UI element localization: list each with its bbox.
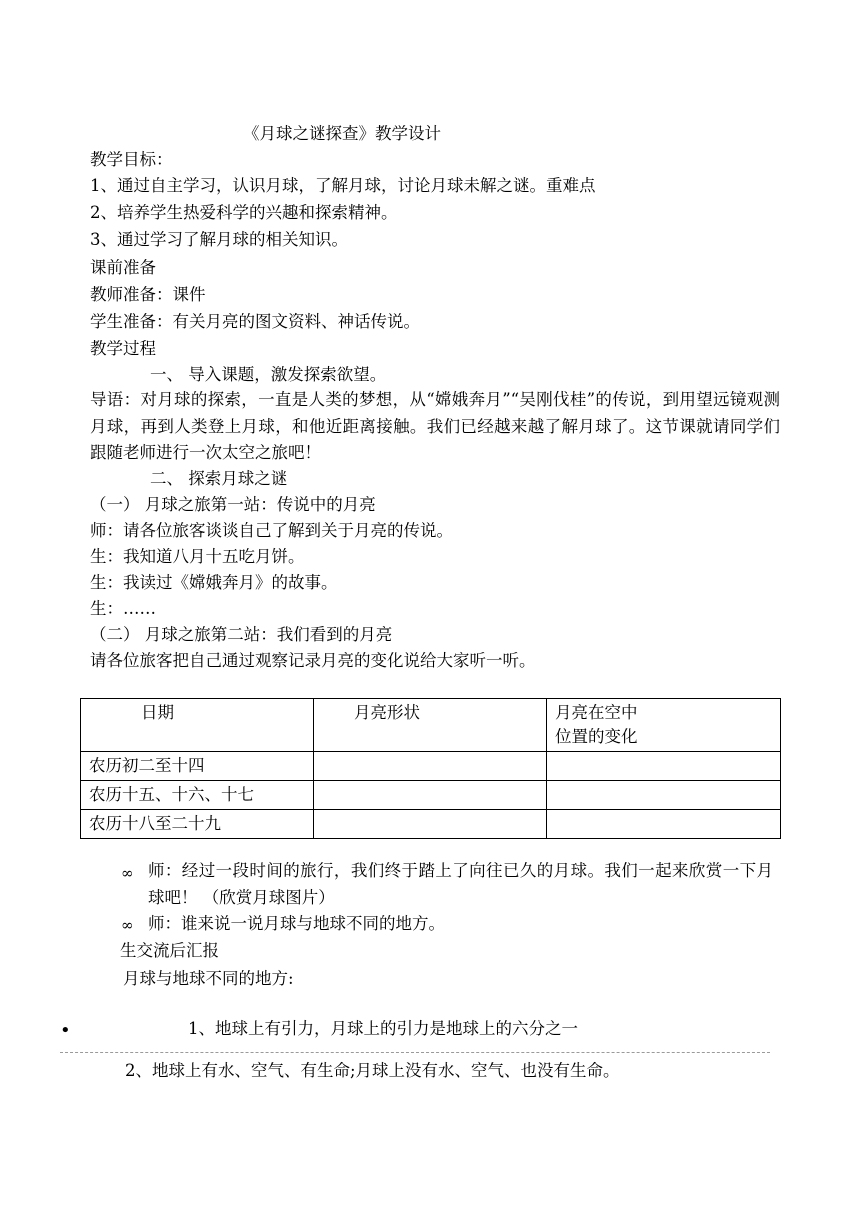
- goal-item: 2、培养学生热爱科学的兴趣和探索精神。: [90, 203, 398, 222]
- stop-two-heading: （二） 月球之旅第二站：我们看到的月亮: [90, 625, 393, 644]
- intro-paragraph: 导语：对月球的探索，一直是人类的梦想，从“嫦娥奔月”“吴刚伐桂”的传说，到用望远镜观测月球，再到人类登上月球，和他近距离接触。我们已经越来越了解月球了。这节课就请同学们跟随老师进行一次太空之旅吧！: [90, 390, 780, 462]
- dialog-line: 生：我知道八月十五吃月饼。: [90, 547, 305, 566]
- table-row: [81, 752, 781, 781]
- table-cell-position: [547, 781, 781, 810]
- goal-item: 3、通过学习了解月球的相关知识。: [90, 230, 348, 249]
- table-cell-position: [547, 752, 781, 781]
- dialog-line: 生：我读过《嫦娥奔月》的故事。: [90, 573, 338, 592]
- stop-two-instruction: 请各位旅客把自己通过观察记录月亮的变化说给大家听一听。: [90, 651, 536, 670]
- table-cell-shape: [314, 781, 547, 810]
- student-prep: 学生准备：有关月亮的图文资料、神话传说。: [90, 312, 420, 331]
- dashed-divider: [60, 1052, 770, 1053]
- process-heading: 教学过程: [90, 339, 156, 358]
- table-cell-date: 农历十五、十六、十七: [81, 781, 314, 810]
- difference-item: 1、地球上有引力，月球上的引力是地球上的六分之一: [188, 1019, 578, 1038]
- table-cell-position: [547, 810, 781, 839]
- section-two-heading: 二、 探索月球之谜: [150, 469, 288, 488]
- goal-item: 1、通过自主学习，认识月球，了解月球，讨论月球未解之谜。重难点: [90, 176, 596, 195]
- table-row: [81, 810, 781, 839]
- table-header-row: [81, 699, 781, 752]
- infinity-bullet-icon: ∞: [121, 916, 134, 934]
- dialog-line: 生：……: [90, 599, 156, 618]
- difference-item: 2、地球上有水、空气、有生命;月球上没有水、空气、也没有生命。: [125, 1061, 620, 1080]
- teacher-prep: 教师准备：课件: [90, 285, 206, 304]
- section-one-heading: 一、 导入课题，激发探索欲望。: [150, 365, 387, 384]
- table-row: [81, 781, 781, 810]
- table-cell-date: 农历初二至十四: [81, 752, 314, 781]
- table-header-shape: 月亮形状: [314, 699, 547, 752]
- bullet-paragraph: 师：谁来说一说月球与地球不同的地方。: [148, 914, 445, 933]
- prep-heading: 课前准备: [90, 258, 156, 277]
- document-title: 《月球之谜探查》教学设计: [243, 124, 441, 143]
- after-report-line: 生交流后汇报: [120, 941, 219, 960]
- dialog-line: 师：请各位旅客谈谈自己了解到关于月亮的传说。: [90, 521, 453, 540]
- table-header-position: 月亮在空中 位置的变化: [547, 699, 781, 752]
- stop-one-heading: （一） 月球之旅第一站：传说中的月亮: [90, 495, 376, 514]
- moon-observation-table: [80, 698, 781, 839]
- goals-heading: 教学目标：: [90, 150, 173, 169]
- table-cell-shape: [314, 752, 547, 781]
- differences-heading: 月球与地球不同的地方:: [123, 969, 294, 988]
- infinity-bullet-icon: ∞: [121, 864, 134, 882]
- bullet-paragraph: 师：经过一段时间的旅行，我们终于踏上了向往已久的月球。我们一起来欣赏一下月球吧！ （欣赏月球图片）: [148, 861, 773, 907]
- bullet-dot-icon: •: [60, 1020, 71, 1041]
- table-cell-shape: [314, 810, 547, 839]
- table-header-date: 日期: [81, 699, 314, 752]
- table-cell-date: 农历十八至二十九: [81, 810, 314, 839]
